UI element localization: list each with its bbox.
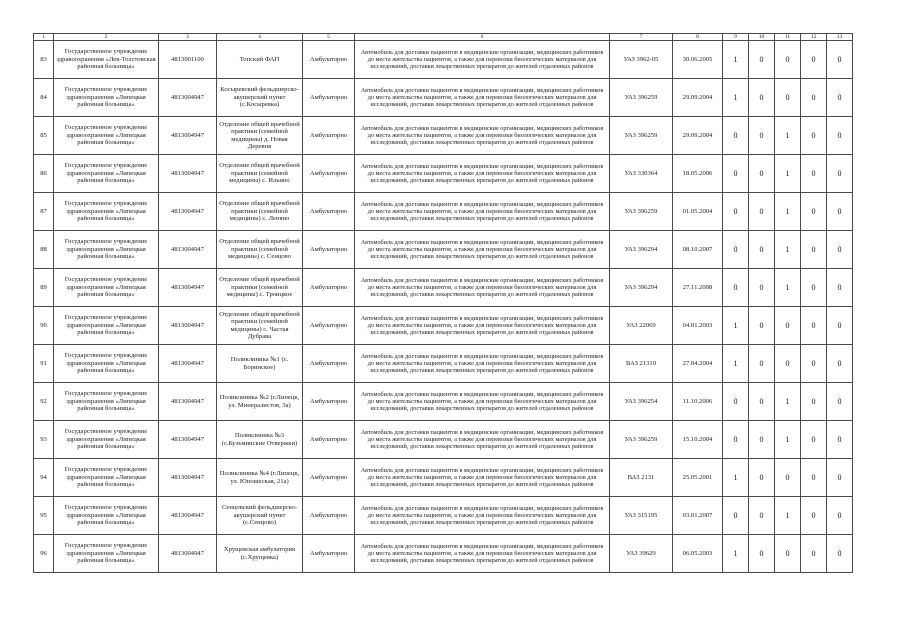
inn-code-cell: 4813004947 bbox=[159, 459, 217, 497]
row-number-cell: 87 bbox=[34, 193, 54, 231]
organization-cell: Государственное учреждение здравоохранения «Липецкая районная больница» bbox=[54, 497, 159, 535]
subdivision-cell: Поликлиника №1 (с. Боринское) bbox=[217, 345, 303, 383]
count-cell-10: 0 bbox=[749, 193, 775, 231]
vehicle-model-cell: УАЗ 39629 bbox=[610, 535, 673, 573]
organization-cell: Государственное учреждение здравоохранения «Липецкая районная больница» bbox=[54, 307, 159, 345]
column-number: 7 bbox=[610, 34, 673, 41]
count-cell-11: 0 bbox=[775, 41, 801, 79]
count-cell-9: 0 bbox=[723, 383, 749, 421]
count-cell-10: 0 bbox=[749, 155, 775, 193]
inn-code-cell: 4813004947 bbox=[159, 193, 217, 231]
inn-code-cell: 4813004947 bbox=[159, 497, 217, 535]
inn-code-cell: 4813004947 bbox=[159, 421, 217, 459]
count-cell-11: 0 bbox=[775, 307, 801, 345]
inn-code-cell: 4813004947 bbox=[159, 231, 217, 269]
count-cell-13: 0 bbox=[827, 345, 853, 383]
date-cell: 11.10.2006 bbox=[673, 383, 723, 421]
count-cell-12: 0 bbox=[801, 193, 827, 231]
table-row bbox=[34, 307, 853, 345]
purpose-cell: Автомобиль для доставки пациентов в медицинские организации, медицинских работников до места жительства пациентов, а также для перевозки биологических материалов для исследований, доставки лекарственных препаратов до жителей отдаленных районов bbox=[355, 383, 610, 421]
count-cell-13: 0 bbox=[827, 79, 853, 117]
count-cell-13: 0 bbox=[827, 155, 853, 193]
column-number: 6 bbox=[355, 34, 610, 41]
purpose-cell: Автомобиль для доставки пациентов в медицинские организации, медицинских работников до места жительства пациентов, а также для перевозки биологических материалов для исследований, доставки лекарственных препаратов до жителей отдаленных районов bbox=[355, 41, 610, 79]
purpose-cell: Автомобиль для доставки пациентов в медицинские организации, медицинских работников до места жительства пациентов, а также для перевозки биологических материалов для исследований, доставки лекарственных препаратов до жителей отдаленных районов bbox=[355, 79, 610, 117]
count-cell-13: 0 bbox=[827, 41, 853, 79]
table-row bbox=[34, 345, 853, 383]
table-row bbox=[34, 459, 853, 497]
count-cell-10: 0 bbox=[749, 497, 775, 535]
count-cell-10: 0 bbox=[749, 307, 775, 345]
count-cell-12: 0 bbox=[801, 155, 827, 193]
count-cell-13: 0 bbox=[827, 383, 853, 421]
count-cell-13: 0 bbox=[827, 117, 853, 155]
row-number-cell: 89 bbox=[34, 269, 54, 307]
care-type-cell: Амбулаторно bbox=[303, 117, 355, 155]
column-number: 12 bbox=[801, 34, 827, 41]
count-cell-10: 0 bbox=[749, 269, 775, 307]
subdivision-cell: Отделение общей врачебной практики (семейной медицины) с. Леняно bbox=[217, 193, 303, 231]
organization-cell: Государственное учреждение здравоохранения «Липецкая районная больница» bbox=[54, 155, 159, 193]
date-cell: 04.01.2003 bbox=[673, 307, 723, 345]
date-cell: 29.09.2004 bbox=[673, 117, 723, 155]
count-cell-12: 0 bbox=[801, 345, 827, 383]
count-cell-12: 0 bbox=[801, 383, 827, 421]
organization-cell: Государственное учреждение здравоохранения «Липецкая районная больница» bbox=[54, 79, 159, 117]
row-number-cell: 94 bbox=[34, 459, 54, 497]
vehicle-model-cell: УАЗ 3962-05 bbox=[610, 41, 673, 79]
column-number: 9 bbox=[723, 34, 749, 41]
count-cell-10: 0 bbox=[749, 535, 775, 573]
count-cell-12: 0 bbox=[801, 269, 827, 307]
count-cell-9: 0 bbox=[723, 193, 749, 231]
care-type-cell: Амбулаторно bbox=[303, 459, 355, 497]
purpose-cell: Автомобиль для доставки пациентов в медицинские организации, медицинских работников до места жительства пациентов, а также для перевозки биологических материалов для исследований, доставки лекарственных препаратов до жителей отдаленных районов bbox=[355, 421, 610, 459]
subdivision-cell: Отделение общей врачебной практики (семейной медицины) с. Ильино bbox=[217, 155, 303, 193]
count-cell-10: 0 bbox=[749, 41, 775, 79]
count-cell-9: 1 bbox=[723, 307, 749, 345]
date-cell: 06.05.2003 bbox=[673, 535, 723, 573]
care-type-cell: Амбулаторно bbox=[303, 193, 355, 231]
count-cell-13: 0 bbox=[827, 497, 853, 535]
date-cell: 18.05.2006 bbox=[673, 155, 723, 193]
row-number-cell: 96 bbox=[34, 535, 54, 573]
care-type-cell: Амбулаторно bbox=[303, 41, 355, 79]
date-cell: 27.04.2004 bbox=[673, 345, 723, 383]
count-cell-12: 0 bbox=[801, 307, 827, 345]
row-number-cell: 90 bbox=[34, 307, 54, 345]
vehicle-model-cell: УАЗ 396294 bbox=[610, 269, 673, 307]
row-number-cell: 84 bbox=[34, 79, 54, 117]
purpose-cell: Автомобиль для доставки пациентов в медицинские организации, медицинских работников до места жительства пациентов, а также для перевозки биологических материалов для исследований, доставки лекарственных препаратов до жителей отдаленных районов bbox=[355, 307, 610, 345]
organization-cell: Государственное учреждение здравоохранения «Липецкая районная больница» bbox=[54, 421, 159, 459]
row-number-cell: 93 bbox=[34, 421, 54, 459]
table-row bbox=[34, 117, 853, 155]
inn-code-cell: 4813004947 bbox=[159, 269, 217, 307]
table-row bbox=[34, 41, 853, 79]
date-cell: 30.06.2005 bbox=[673, 41, 723, 79]
subdivision-cell: Отделение общей врачебной практики (семейной медицины) д. Новая Деревня bbox=[217, 117, 303, 155]
organization-cell: Государственное учреждение здравоохранения «Липецкая районная больница» bbox=[54, 193, 159, 231]
inn-code-cell: 4813004947 bbox=[159, 79, 217, 117]
care-type-cell: Амбулаторно bbox=[303, 535, 355, 573]
care-type-cell: Амбулаторно bbox=[303, 231, 355, 269]
count-cell-10: 0 bbox=[749, 459, 775, 497]
count-cell-12: 0 bbox=[801, 459, 827, 497]
count-cell-9: 0 bbox=[723, 155, 749, 193]
inn-code-cell: 4813004947 bbox=[159, 155, 217, 193]
count-cell-12: 0 bbox=[801, 79, 827, 117]
subdivision-cell: Отделение общей врачебной практики (семейной медицины) с. Сенцово bbox=[217, 231, 303, 269]
care-type-cell: Амбулаторно bbox=[303, 421, 355, 459]
care-type-cell: Амбулаторно bbox=[303, 269, 355, 307]
inn-code-cell: 4813004947 bbox=[159, 535, 217, 573]
table-row bbox=[34, 269, 853, 307]
organization-cell: Государственное учреждение здравоохранения «Липецкая районная больница» bbox=[54, 383, 159, 421]
care-type-cell: Амбулаторно bbox=[303, 155, 355, 193]
count-cell-11: 0 bbox=[775, 459, 801, 497]
subdivision-cell: Косыревский фельдшерско-акушерский пункт (с.Косыревка) bbox=[217, 79, 303, 117]
date-cell: 03.01.2007 bbox=[673, 497, 723, 535]
column-number: 8 bbox=[673, 34, 723, 41]
table-row bbox=[34, 383, 853, 421]
count-cell-9: 1 bbox=[723, 41, 749, 79]
count-cell-9: 0 bbox=[723, 117, 749, 155]
table-row bbox=[34, 497, 853, 535]
care-type-cell: Амбулаторно bbox=[303, 383, 355, 421]
date-cell: 15.10.2004 bbox=[673, 421, 723, 459]
count-cell-9: 1 bbox=[723, 535, 749, 573]
count-cell-13: 0 bbox=[827, 231, 853, 269]
subdivision-cell: Поликлиника №3 (с.Кузьминские Отвержки) bbox=[217, 421, 303, 459]
row-number-cell: 92 bbox=[34, 383, 54, 421]
subdivision-cell: Сенцовский фельдшерско-акушерский пункт (с.Сенцово) bbox=[217, 497, 303, 535]
vehicle-model-cell: УАЗ 396259 bbox=[610, 421, 673, 459]
date-cell: 25.05.2001 bbox=[673, 459, 723, 497]
column-number: 10 bbox=[749, 34, 775, 41]
purpose-cell: Автомобиль для доставки пациентов в медицинские организации, медицинских работников до места жительства пациентов, а также для перевозки биологических материалов для исследований, доставки лекарственных препаратов до жителей отдаленных районов bbox=[355, 117, 610, 155]
count-cell-11: 1 bbox=[775, 269, 801, 307]
count-cell-10: 0 bbox=[749, 421, 775, 459]
care-type-cell: Амбулаторно bbox=[303, 345, 355, 383]
column-number: 11 bbox=[775, 34, 801, 41]
count-cell-9: 0 bbox=[723, 231, 749, 269]
organization-cell: Государственное учреждение здравоохранения «Лев-Толстовская районная больница» bbox=[54, 41, 159, 79]
count-cell-9: 0 bbox=[723, 421, 749, 459]
vehicle-registry-table bbox=[33, 33, 853, 573]
count-cell-10: 0 bbox=[749, 383, 775, 421]
subdivision-cell: Топский ФАП bbox=[217, 41, 303, 79]
inn-code-cell: 4813004947 bbox=[159, 117, 217, 155]
count-cell-9: 1 bbox=[723, 79, 749, 117]
column-number: 2 bbox=[54, 34, 159, 41]
count-cell-12: 0 bbox=[801, 497, 827, 535]
column-number: 13 bbox=[827, 34, 853, 41]
organization-cell: Государственное учреждение здравоохранения «Липецкая районная больница» bbox=[54, 269, 159, 307]
row-number-cell: 83 bbox=[34, 41, 54, 79]
column-number-row bbox=[34, 34, 853, 41]
purpose-cell: Автомобиль для доставки пациентов в медицинские организации, медицинских работников до места жительства пациентов, а также для перевозки биологических материалов для исследований, доставки лекарственных препаратов до жителей отдаленных районов bbox=[355, 155, 610, 193]
care-type-cell: Амбулаторно bbox=[303, 79, 355, 117]
table-row bbox=[34, 193, 853, 231]
column-number: 4 bbox=[217, 34, 303, 41]
vehicle-model-cell: УАЗ 315195 bbox=[610, 497, 673, 535]
row-number-cell: 85 bbox=[34, 117, 54, 155]
inn-code-cell: 4813004947 bbox=[159, 383, 217, 421]
count-cell-13: 0 bbox=[827, 535, 853, 573]
subdivision-cell: Поликлиника №4 (г.Липецк, ул. Юношеская, 21а) bbox=[217, 459, 303, 497]
count-cell-12: 0 bbox=[801, 117, 827, 155]
date-cell: 27.11.2008 bbox=[673, 269, 723, 307]
inn-code-cell: 4813004947 bbox=[159, 307, 217, 345]
count-cell-11: 0 bbox=[775, 79, 801, 117]
count-cell-10: 0 bbox=[749, 231, 775, 269]
count-cell-12: 0 bbox=[801, 421, 827, 459]
count-cell-10: 0 bbox=[749, 345, 775, 383]
purpose-cell: Автомобиль для доставки пациентов в медицинские организации, медицинских работников до места жительства пациентов, а также для перевозки биологических материалов для исследований, доставки лекарственных препаратов до жителей отдаленных районов bbox=[355, 459, 610, 497]
row-number-cell: 91 bbox=[34, 345, 54, 383]
vehicle-model-cell: УАЗ 330364 bbox=[610, 155, 673, 193]
count-cell-11: 1 bbox=[775, 117, 801, 155]
organization-cell: Государственное учреждение здравоохранения «Липецкая районная больница» bbox=[54, 117, 159, 155]
organization-cell: Государственное учреждение здравоохранения «Липецкая районная больница» bbox=[54, 459, 159, 497]
inn-code-cell: 4813004947 bbox=[159, 345, 217, 383]
count-cell-13: 0 bbox=[827, 421, 853, 459]
vehicle-model-cell: ВАЗ 2131 bbox=[610, 459, 673, 497]
count-cell-12: 0 bbox=[801, 41, 827, 79]
vehicle-model-cell: УАЗ 396254 bbox=[610, 383, 673, 421]
vehicle-model-cell: УАЗ 396294 bbox=[610, 231, 673, 269]
organization-cell: Государственное учреждение здравоохранения «Липецкая районная больница» bbox=[54, 231, 159, 269]
inn-code-cell: 4813001100 bbox=[159, 41, 217, 79]
table-row bbox=[34, 231, 853, 269]
column-number: 3 bbox=[159, 34, 217, 41]
vehicle-model-cell: ВАЗ 21310 bbox=[610, 345, 673, 383]
count-cell-11: 1 bbox=[775, 497, 801, 535]
count-cell-11: 1 bbox=[775, 231, 801, 269]
count-cell-13: 0 bbox=[827, 193, 853, 231]
column-number: 5 bbox=[303, 34, 355, 41]
count-cell-11: 1 bbox=[775, 421, 801, 459]
purpose-cell: Автомобиль для доставки пациентов в медицинские организации, медицинских работников до места жительства пациентов, а также для перевозки биологических материалов для исследований, доставки лекарственных препаратов до жителей отдаленных районов bbox=[355, 535, 610, 573]
vehicle-model-cell: УАЗ 396259 bbox=[610, 79, 673, 117]
row-number-cell: 88 bbox=[34, 231, 54, 269]
purpose-cell: Автомобиль для доставки пациентов в медицинские организации, медицинских работников до места жительства пациентов, а также для перевозки биологических материалов для исследований, доставки лекарственных препаратов до жителей отдаленных районов bbox=[355, 193, 610, 231]
count-cell-10: 0 bbox=[749, 117, 775, 155]
date-cell: 08.10.2007 bbox=[673, 231, 723, 269]
subdivision-cell: Отделение общей врачебной практики (семейной медицины) с. Частая Дубрава bbox=[217, 307, 303, 345]
count-cell-13: 0 bbox=[827, 269, 853, 307]
count-cell-9: 0 bbox=[723, 497, 749, 535]
count-cell-9: 1 bbox=[723, 345, 749, 383]
count-cell-12: 0 bbox=[801, 231, 827, 269]
count-cell-13: 0 bbox=[827, 459, 853, 497]
count-cell-11: 1 bbox=[775, 155, 801, 193]
count-cell-11: 0 bbox=[775, 345, 801, 383]
vehicle-model-cell: УАЗ 396259 bbox=[610, 193, 673, 231]
count-cell-9: 0 bbox=[723, 269, 749, 307]
subdivision-cell: Поликлиника №2 (г.Липецк, ул. Минералистов, 3а) bbox=[217, 383, 303, 421]
count-cell-10: 0 bbox=[749, 79, 775, 117]
row-number-cell: 86 bbox=[34, 155, 54, 193]
subdivision-cell: Отделение общей врачебной практики (семейной медицины) с. Троицкое bbox=[217, 269, 303, 307]
count-cell-11: 1 bbox=[775, 383, 801, 421]
row-number-cell: 95 bbox=[34, 497, 54, 535]
count-cell-13: 0 bbox=[827, 307, 853, 345]
count-cell-11: 1 bbox=[775, 193, 801, 231]
date-cell: 01.05.2004 bbox=[673, 193, 723, 231]
purpose-cell: Автомобиль для доставки пациентов в медицинские организации, медицинских работников до места жительства пациентов, а также для перевозки биологических материалов для исследований, доставки лекарственных препаратов до жителей отдаленных районов bbox=[355, 497, 610, 535]
count-cell-9: 1 bbox=[723, 459, 749, 497]
date-cell: 29.09.2004 bbox=[673, 79, 723, 117]
table-row bbox=[34, 79, 853, 117]
subdivision-cell: Хрущевская амбулатория (с.Хрущевка) bbox=[217, 535, 303, 573]
purpose-cell: Автомобиль для доставки пациентов в медицинские организации, медицинских работников до места жительства пациентов, а также для перевозки биологических материалов для исследований, доставки лекарственных препаратов до жителей отдаленных районов bbox=[355, 345, 610, 383]
vehicle-model-cell: УАЗ 396259 bbox=[610, 117, 673, 155]
column-number: 1 bbox=[34, 34, 54, 41]
table-row bbox=[34, 155, 853, 193]
count-cell-11: 0 bbox=[775, 535, 801, 573]
care-type-cell: Амбулаторно bbox=[303, 307, 355, 345]
table-row bbox=[34, 421, 853, 459]
purpose-cell: Автомобиль для доставки пациентов в медицинские организации, медицинских работников до места жительства пациентов, а также для перевозки биологических материалов для исследований, доставки лекарственных препаратов до жителей отдаленных районов bbox=[355, 231, 610, 269]
vehicle-model-cell: УАЗ 22069 bbox=[610, 307, 673, 345]
organization-cell: Государственное учреждение здравоохранения «Липецкая районная больница» bbox=[54, 535, 159, 573]
care-type-cell: Амбулаторно bbox=[303, 497, 355, 535]
count-cell-12: 0 bbox=[801, 535, 827, 573]
organization-cell: Государственное учреждение здравоохранения «Липецкая районная больница» bbox=[54, 345, 159, 383]
purpose-cell: Автомобиль для доставки пациентов в медицинские организации, медицинских работников до места жительства пациентов, а также для перевозки биологических материалов для исследований, доставки лекарственных препаратов до жителей отдаленных районов bbox=[355, 269, 610, 307]
table-row bbox=[34, 535, 853, 573]
